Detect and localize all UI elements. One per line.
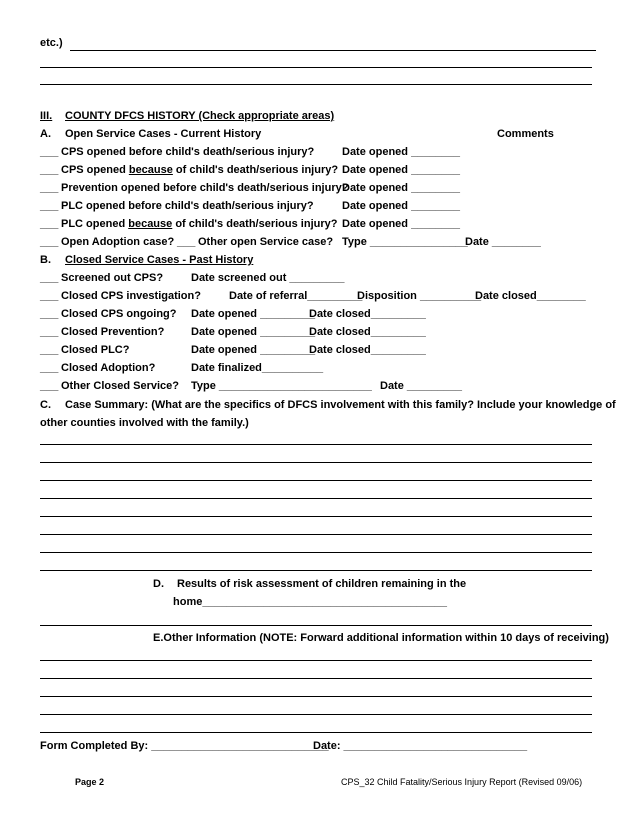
part-c-letter: C. bbox=[40, 399, 51, 411]
row-label: Closed CPS ongoing? bbox=[61, 308, 177, 320]
row-label: PLC opened because of child's death/serious injury? bbox=[61, 218, 338, 230]
checkbox-blank[interactable]: ___ bbox=[40, 362, 59, 374]
checkbox-blank[interactable]: ___ bbox=[40, 236, 59, 248]
part-d-line2[interactable]: home________________________________________ bbox=[173, 596, 448, 608]
disposition-field[interactable]: Disposition __________ bbox=[357, 290, 482, 302]
etc-label: etc.) bbox=[40, 37, 63, 49]
part-a-letter: A. bbox=[40, 128, 51, 140]
part-e-text: E.Other Information (NOTE: Forward additional information within 10 days of receiving) bbox=[153, 632, 609, 644]
date-finalized-field[interactable]: Date finalized__________ bbox=[191, 362, 324, 374]
blank-line[interactable] bbox=[40, 84, 592, 85]
answer-line[interactable] bbox=[40, 625, 592, 626]
answer-line[interactable] bbox=[40, 696, 592, 697]
date-opened-field[interactable]: Date opened ________ bbox=[342, 182, 461, 194]
form-date-field[interactable]: Date: ______________________________ bbox=[313, 740, 528, 752]
date-opened-field[interactable]: Date opened ________ bbox=[342, 146, 461, 158]
answer-line[interactable] bbox=[40, 660, 592, 661]
checkbox-blank[interactable]: ___ bbox=[40, 326, 59, 338]
form-identifier: CPS_32 Child Fatality/Serious Injury Report (Revised 09/06) bbox=[341, 777, 583, 787]
date-closed-field[interactable]: Date closed_________ bbox=[309, 344, 426, 356]
checkbox-blank[interactable]: ___ bbox=[40, 164, 59, 176]
date-opened-field[interactable]: Date opened _________ bbox=[191, 308, 316, 320]
date-opened-field[interactable]: Date opened _________ bbox=[191, 344, 316, 356]
checkbox-blank[interactable]: ___ bbox=[40, 146, 59, 158]
answer-line[interactable] bbox=[40, 570, 592, 571]
section-number: III. bbox=[40, 110, 53, 122]
row-label: Prevention opened before child's death/serious injury? bbox=[61, 182, 349, 194]
row-label: Other Closed Service? bbox=[61, 380, 179, 392]
answer-line[interactable] bbox=[40, 516, 592, 517]
answer-line[interactable] bbox=[40, 462, 592, 463]
checkbox-blank[interactable]: ___ bbox=[40, 200, 59, 212]
date-opened-field[interactable]: Date opened ________ bbox=[342, 200, 461, 212]
checkbox-blank[interactable]: ___ bbox=[40, 344, 59, 356]
part-c-line1: Case Summary: (What are the specifics of DFCS involvement with this family? Include your knowledge of bbox=[65, 399, 616, 411]
type-field[interactable]: Type _________________________ bbox=[191, 380, 372, 392]
row-label: Closed Prevention? bbox=[61, 326, 165, 338]
checkbox-blank[interactable]: ___ bbox=[40, 272, 59, 284]
checkbox-blank[interactable]: ___ bbox=[40, 218, 59, 230]
row-label: Closed PLC? bbox=[61, 344, 130, 356]
answer-line[interactable] bbox=[40, 732, 592, 733]
type-field[interactable]: Type ________________ bbox=[342, 236, 468, 248]
blank-line[interactable] bbox=[40, 67, 592, 68]
answer-line[interactable] bbox=[40, 444, 592, 445]
checkbox-blank[interactable]: ___ bbox=[40, 380, 59, 392]
etc-line[interactable] bbox=[70, 50, 596, 51]
answer-line[interactable] bbox=[40, 534, 592, 535]
date-closed-field[interactable]: Date closed________ bbox=[475, 290, 586, 302]
date-field[interactable]: Date ________ bbox=[465, 236, 541, 248]
date-closed-field[interactable]: Date closed_________ bbox=[309, 326, 426, 338]
checkbox-blank[interactable]: ___ bbox=[40, 182, 59, 194]
date-screened-field[interactable]: Date screened out _________ bbox=[191, 272, 345, 284]
comments-label: Comments bbox=[497, 128, 554, 140]
row-label: Closed CPS investigation? bbox=[61, 290, 201, 302]
other-open-service-label: Other open Service case? bbox=[198, 236, 334, 248]
part-b-letter: B. bbox=[40, 254, 51, 266]
open-adoption-label: Open Adoption case? bbox=[61, 236, 175, 248]
date-opened-field[interactable]: Date opened ________ bbox=[342, 218, 461, 230]
part-a-title: Open Service Cases - Current History bbox=[65, 128, 262, 140]
section-title: COUNTY DFCS HISTORY (Check appropriate areas) bbox=[65, 110, 335, 122]
part-d-letter: D. bbox=[153, 578, 164, 590]
row-label: PLC opened before child's death/serious injury? bbox=[61, 200, 314, 212]
date-opened-field[interactable]: Date opened ________ bbox=[342, 164, 461, 176]
page-number: Page 2 bbox=[75, 777, 105, 787]
row-label: CPS opened before child's death/serious injury? bbox=[61, 146, 315, 158]
part-b-title: Closed Service Cases - Past History bbox=[65, 254, 254, 266]
answer-line[interactable] bbox=[40, 714, 592, 715]
answer-line[interactable] bbox=[40, 480, 592, 481]
form-completed-by-field[interactable]: Form Completed By: _____________________________ bbox=[40, 740, 329, 752]
part-d-line1: Results of risk assessment of children remaining in the bbox=[177, 578, 467, 590]
checkbox-blank[interactable]: ___ bbox=[40, 308, 59, 320]
part-c-line2: other counties involved with the family.) bbox=[40, 417, 249, 429]
date-field[interactable]: Date _________ bbox=[380, 380, 462, 392]
date-closed-field[interactable]: Date closed_________ bbox=[309, 308, 426, 320]
date-referral-field[interactable]: Date of referral_________ bbox=[229, 290, 363, 302]
row-label: Closed Adoption? bbox=[61, 362, 156, 374]
checkbox-blank[interactable]: ___ bbox=[177, 236, 196, 248]
answer-line[interactable] bbox=[40, 552, 592, 553]
answer-line[interactable] bbox=[40, 498, 592, 499]
answer-line[interactable] bbox=[40, 678, 592, 679]
row-label: CPS opened because of child's death/serious injury? bbox=[61, 164, 339, 176]
date-opened-field[interactable]: Date opened _________ bbox=[191, 326, 316, 338]
checkbox-blank[interactable]: ___ bbox=[40, 290, 59, 302]
row-label: Screened out CPS? bbox=[61, 272, 164, 284]
